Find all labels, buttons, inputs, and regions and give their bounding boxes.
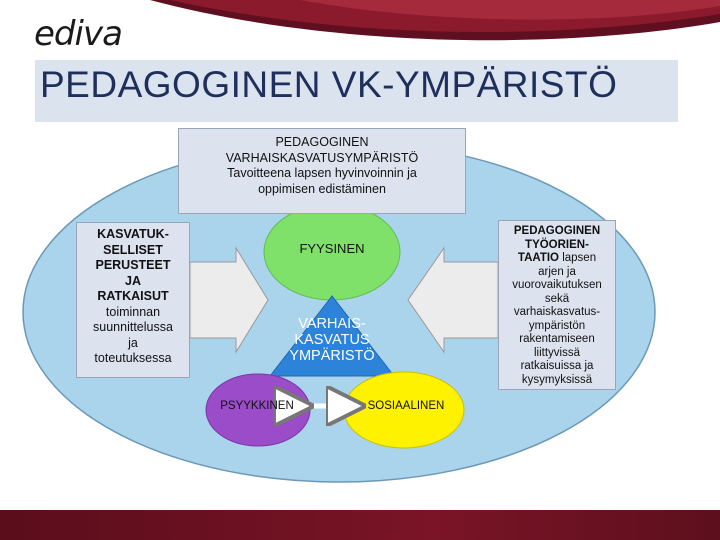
right-box-line: rakentamiseen xyxy=(519,333,595,345)
right-box-word: lapsen xyxy=(562,252,597,264)
right-box-mixed-line xyxy=(499,252,615,266)
top-box-line-4: oppimisen edistäminen xyxy=(258,181,386,196)
right-box-line: arjen ja xyxy=(538,265,576,278)
physical-label: FYYSINEN xyxy=(299,241,365,256)
left-box-bold-line: SELLISET xyxy=(103,242,163,257)
footer-bar xyxy=(0,510,720,540)
center-label xyxy=(272,316,392,364)
right-box-line: vuorovaikutuksen xyxy=(512,279,602,291)
left-box-bold-line: PERUSTEET xyxy=(95,258,171,272)
social-label: SOSIAALINEN xyxy=(367,400,445,412)
center-label-line: VARHAIS- xyxy=(298,316,366,332)
left-box-line: ja xyxy=(128,335,138,350)
center-label-line: YMPÄRISTÖ xyxy=(289,348,375,364)
center-label-line: KASVATUS xyxy=(294,332,370,348)
top-info-box xyxy=(178,128,466,214)
right-box-line: sekä xyxy=(544,292,570,305)
right-box-line: ratkaisuissa ja xyxy=(520,360,594,372)
right-box-line: liittyvissä xyxy=(533,346,580,359)
top-box-line-1: PEDAGOGINEN xyxy=(275,135,369,149)
page-title: PEDAGOGINEN VK-YMPÄRISTÖ xyxy=(40,64,618,105)
left-box-bold-line: JA xyxy=(125,273,141,288)
ediva-logo: ediva xyxy=(34,14,122,54)
left-box-line: suunnittelussa xyxy=(93,320,173,334)
right-box-bold-line: TYÖORIEN- xyxy=(525,238,589,251)
right-box-bold-line: PEDAGOGINEN xyxy=(513,225,601,237)
left-box-line: toiminnan xyxy=(105,304,161,319)
left-box-bold-line: KASVATUK- xyxy=(97,227,169,241)
right-box-line: ympäristön xyxy=(528,319,586,332)
top-box-line-3: Tavoitteena lapsen hyvinvoinnin ja xyxy=(227,166,417,180)
right-box-line: varhaiskasvatus- xyxy=(513,306,601,318)
right-box-bold-word: TAATIO xyxy=(517,252,559,264)
left-box-bold-line: RATKAISUT xyxy=(97,289,169,303)
psychological-label: PSYYKKINEN xyxy=(220,400,294,412)
top-box-line-2: VARHAISKASVATUSYMPÄRISTÖ xyxy=(225,150,419,165)
left-info-box xyxy=(76,222,190,378)
left-box-line: toteutuksessa xyxy=(94,351,172,365)
right-box-line: kysymyksissä xyxy=(521,373,593,386)
right-info-box xyxy=(498,220,616,390)
